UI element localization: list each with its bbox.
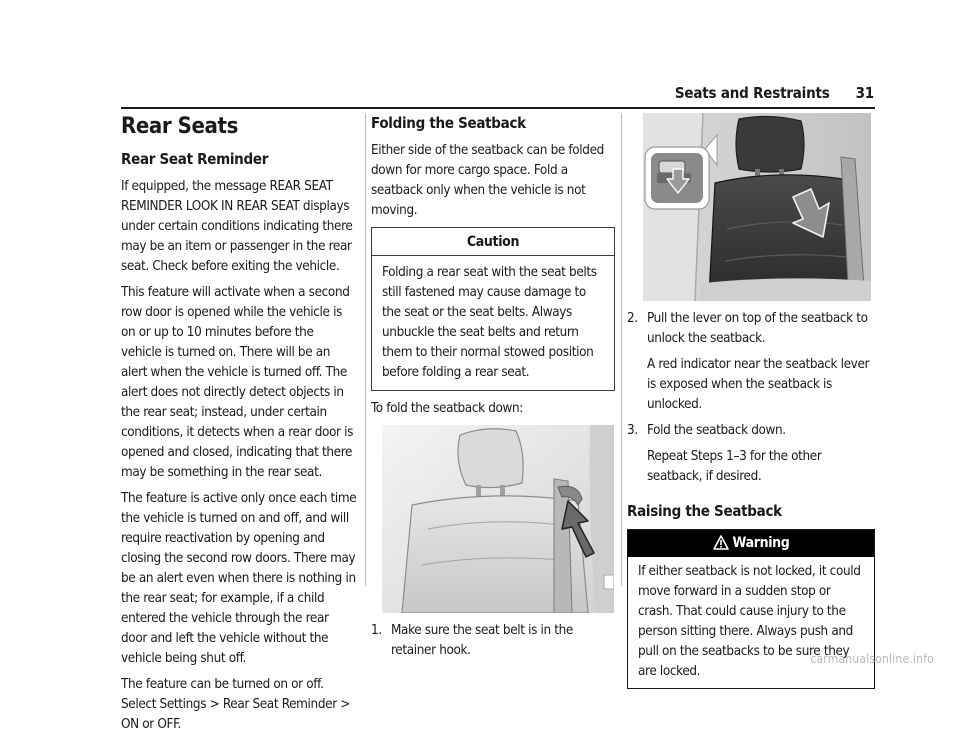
paragraph: To fold the seatback down: [371,401,524,416]
step-text: Fold the seatback down. [647,423,786,438]
seat-belt-illustration-svg [382,425,614,613]
subsection-heading: Folding the Seatback [371,114,526,132]
warning-title: Warning [732,535,790,551]
step-3 [627,421,875,487]
section-title: Seats and Restraints [674,84,830,102]
step-number: 2. [627,311,638,326]
column-divider [365,113,366,586]
warning-body: If either seatback is not locked, it could move forward in a sudden stop or crash. That could cause injury to the person sitting there. Always push and pull on the seatbacks to be sure they are locked. [638,564,861,679]
paragraph: The feature is active only once each time the vehicle is turned on and off, and will require reactivation by opening and closing the second row doors. There may be an alert even when there is nothing in the rear seat; for example, if a child entered the vehicle through the rear door and left the vehicle without the vehicle being shut off. [121,491,357,666]
paragraph: If equipped, the message REAR SEAT REMINDER LOOK IN REAR SEAT displays under certain conditions indicating there may be an item or passenger in the rear seat. Check before exiting the vehicle. [121,179,353,274]
steps-list [627,309,875,487]
step-number: 3. [627,423,638,438]
section-heading: Rear Seats [121,114,238,139]
caution-box [371,227,615,391]
watermark-text: carmanualsonline.info [810,652,934,666]
header-rule [121,107,875,109]
watermark [0,652,960,666]
column-1 [121,113,357,741]
seatback-lever-svg [643,113,871,301]
caution-title: Caution [372,228,614,256]
paragraph: Either side of the seatback can be folded down for more cargo space. Fold a seatback only when the vehicle is not moving. [371,143,604,218]
warning-title-bar [628,530,874,557]
paragraph: This feature will activate when a second row door is opened while the vehicle is on or up to 10 minutes before the vehicle is turned on. There will be an alert when the vehicle is turned off. The alert does not directly detect objects in the rear seat; instead, under certain conditions, it detects when a rear door is opened and closed, indicating that there may be something in the rear seat. [121,285,354,480]
step-text: Pull the lever on top of the seatback to unlock the seatback. [647,311,868,346]
column-3 [627,113,875,689]
step-note: Repeat Steps 1–3 for the other seatback, if desired. [647,449,822,484]
subsection-heading: Raising the Seatback [627,502,782,520]
subsection-heading: Rear Seat Reminder [121,150,269,168]
step-number: 1. [371,623,382,638]
running-header [0,84,874,102]
step-text: Make sure the seat belt is in the retainer hook. [391,623,573,658]
step-2 [627,309,875,415]
paragraph: The feature can be turned on or off. Select Settings > Rear Seat Reminder > ON or OFF. [121,677,351,732]
caution-body: Folding a rear seat with the seat belts still fastened may cause damage to the seat or the seat belts. Always unbuckle the seat belts and return them to their normal stowed position before folding a rear seat. [382,265,597,380]
seatback-lever-illustration [643,113,871,301]
page-number: 31 [855,84,874,102]
warning-triangle-icon [713,535,729,550]
seat-belt-retainer-illustration [382,425,614,613]
step-note: A red indicator near the seatback lever is exposed when the seatback is unlocked. [647,357,870,412]
column-divider [621,113,622,586]
column-2 [371,113,615,667]
